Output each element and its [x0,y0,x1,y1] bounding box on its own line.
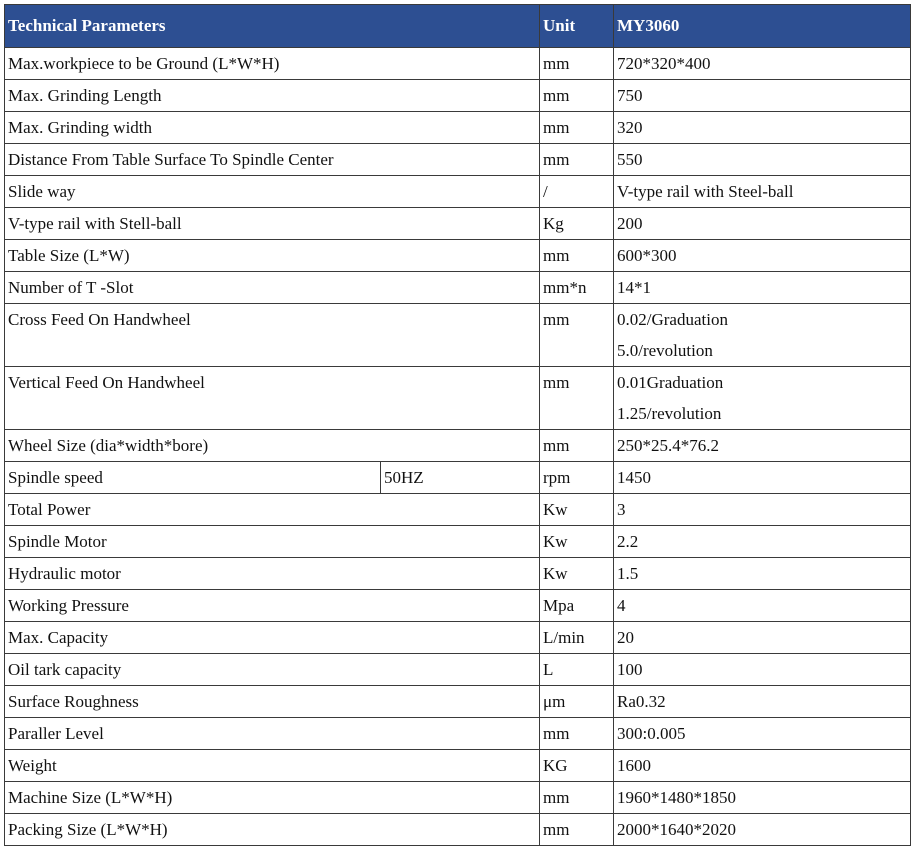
table-row [5,48,911,80]
param-name-cell: Working Pressure [5,590,540,622]
value-cell [614,558,911,590]
value-cell [614,304,911,367]
param-name-cell: Vertical Feed On Handwheel [5,367,540,430]
value-line: 1.25/revolution [617,404,722,423]
value-cell [614,494,911,526]
value-cell [614,208,911,240]
unit-cell: Kg [540,208,614,240]
table-row [5,718,911,750]
value-line: 200 [617,214,643,233]
param-name-cell: Table Size (L*W) [5,240,540,272]
value-cell [614,240,911,272]
header-model: MY3060 [614,5,911,48]
param-name-cell: Cross Feed On Handwheel [5,304,540,367]
value-line: 0.02/Graduation [617,310,728,329]
table-row [5,782,911,814]
value-cell [614,367,911,430]
value-line: 5.0/revolution [617,341,713,360]
value-line: 600*300 [617,246,677,265]
unit-cell: Mpa [540,590,614,622]
value-line: 3 [617,500,626,519]
table-row [5,304,911,367]
param-name-cell: Packing Size (L*W*H) [5,814,540,846]
table-row [5,686,911,718]
table-row [5,272,911,304]
param-name-cell: Hydraulic motor [5,558,540,590]
value-cell [614,590,911,622]
param-name-cell: V-type rail with Stell-ball [5,208,540,240]
value-cell [614,272,911,304]
param-name-cell: Wheel Size (dia*width*bore) [5,430,540,462]
header-technical-parameters: Technical Parameters [5,5,540,48]
value-line: 300:0.005 [617,724,686,743]
unit-cell: mm [540,48,614,80]
unit-cell: L/min [540,622,614,654]
table-row [5,526,911,558]
value-line: 0.01Graduation [617,373,724,392]
param-name-cell: Distance From Table Surface To Spindle Center [5,144,540,176]
table-header-row [5,5,911,48]
value-line: 2.2 [617,532,639,551]
table-row [5,80,911,112]
value-line: 750 [617,86,643,105]
value-line: 4 [617,596,626,615]
value-cell [614,526,911,558]
table-row [5,750,911,782]
param-name-cell: Max. Grinding Length [5,80,540,112]
value-line: 20 [617,628,634,647]
unit-cell: Kw [540,494,614,526]
table-row [5,494,911,526]
value-line: Ra0.32 [617,692,666,711]
table-body [5,48,911,846]
param-name-cell: Number of T -Slot [5,272,540,304]
value-cell [614,686,911,718]
value-line: 14*1 [617,278,651,297]
unit-cell: mm [540,367,614,430]
value-cell [614,654,911,686]
param-name-cell: Surface Roughness [5,686,540,718]
unit-cell: mm [540,304,614,367]
value-cell [614,718,911,750]
table-row [5,654,911,686]
value-cell [614,112,911,144]
value-line: 100 [617,660,643,679]
value-line: 1.5 [617,564,639,583]
unit-cell: mm [540,112,614,144]
value-line: 1600 [617,756,651,775]
table-row [5,367,911,430]
table-row [5,430,911,462]
unit-cell: rpm [540,462,614,494]
table-row [5,240,911,272]
value-line: 2000*1640*2020 [617,820,736,839]
unit-cell: KG [540,750,614,782]
unit-cell: mm [540,718,614,750]
unit-cell: μm [540,686,614,718]
table-row [5,462,911,494]
table-row [5,208,911,240]
unit-cell: / [540,176,614,208]
value-line: 1450 [617,468,651,487]
param-name-cell: Spindle Motor [5,526,540,558]
value-cell [614,750,911,782]
table-row [5,112,911,144]
value-line: 250*25.4*76.2 [617,436,719,455]
param-name-cell: Oil tark capacity [5,654,540,686]
table-row [5,558,911,590]
param-name-cell: Total Power [5,494,540,526]
value-cell [614,814,911,846]
table-row [5,814,911,846]
value-cell [614,176,911,208]
value-cell [614,430,911,462]
param-sub-cell: 50HZ [381,462,540,494]
spec-table-container [4,4,910,846]
unit-cell: mm [540,80,614,112]
unit-cell: mm [540,430,614,462]
unit-cell: mm [540,782,614,814]
table-row [5,590,911,622]
header-unit: Unit [540,5,614,48]
unit-cell: mm [540,144,614,176]
param-name-cell: Max. Capacity [5,622,540,654]
value-cell [614,48,911,80]
param-name-cell: Slide way [5,176,540,208]
unit-cell: Kw [540,526,614,558]
param-name-cell: Weight [5,750,540,782]
technical-parameters-table [4,4,911,846]
param-name-cell: Spindle speed [5,462,381,494]
table-row [5,176,911,208]
value-line: 1960*1480*1850 [617,788,736,807]
value-line: 720*320*400 [617,54,711,73]
unit-cell: mm*n [540,272,614,304]
table-row [5,144,911,176]
unit-cell: mm [540,814,614,846]
value-cell [614,462,911,494]
param-name-cell: Max. Grinding width [5,112,540,144]
value-cell [614,622,911,654]
value-cell [614,782,911,814]
table-row [5,622,911,654]
param-name-cell: Paraller Level [5,718,540,750]
value-line: V-type rail with Steel-ball [617,182,794,201]
unit-cell: L [540,654,614,686]
value-line: 320 [617,118,643,137]
value-cell [614,144,911,176]
unit-cell: mm [540,240,614,272]
param-name-cell: Machine Size (L*W*H) [5,782,540,814]
unit-cell: Kw [540,558,614,590]
value-cell [614,80,911,112]
value-line: 550 [617,150,643,169]
param-name-cell: Max.workpiece to be Ground (L*W*H) [5,48,540,80]
